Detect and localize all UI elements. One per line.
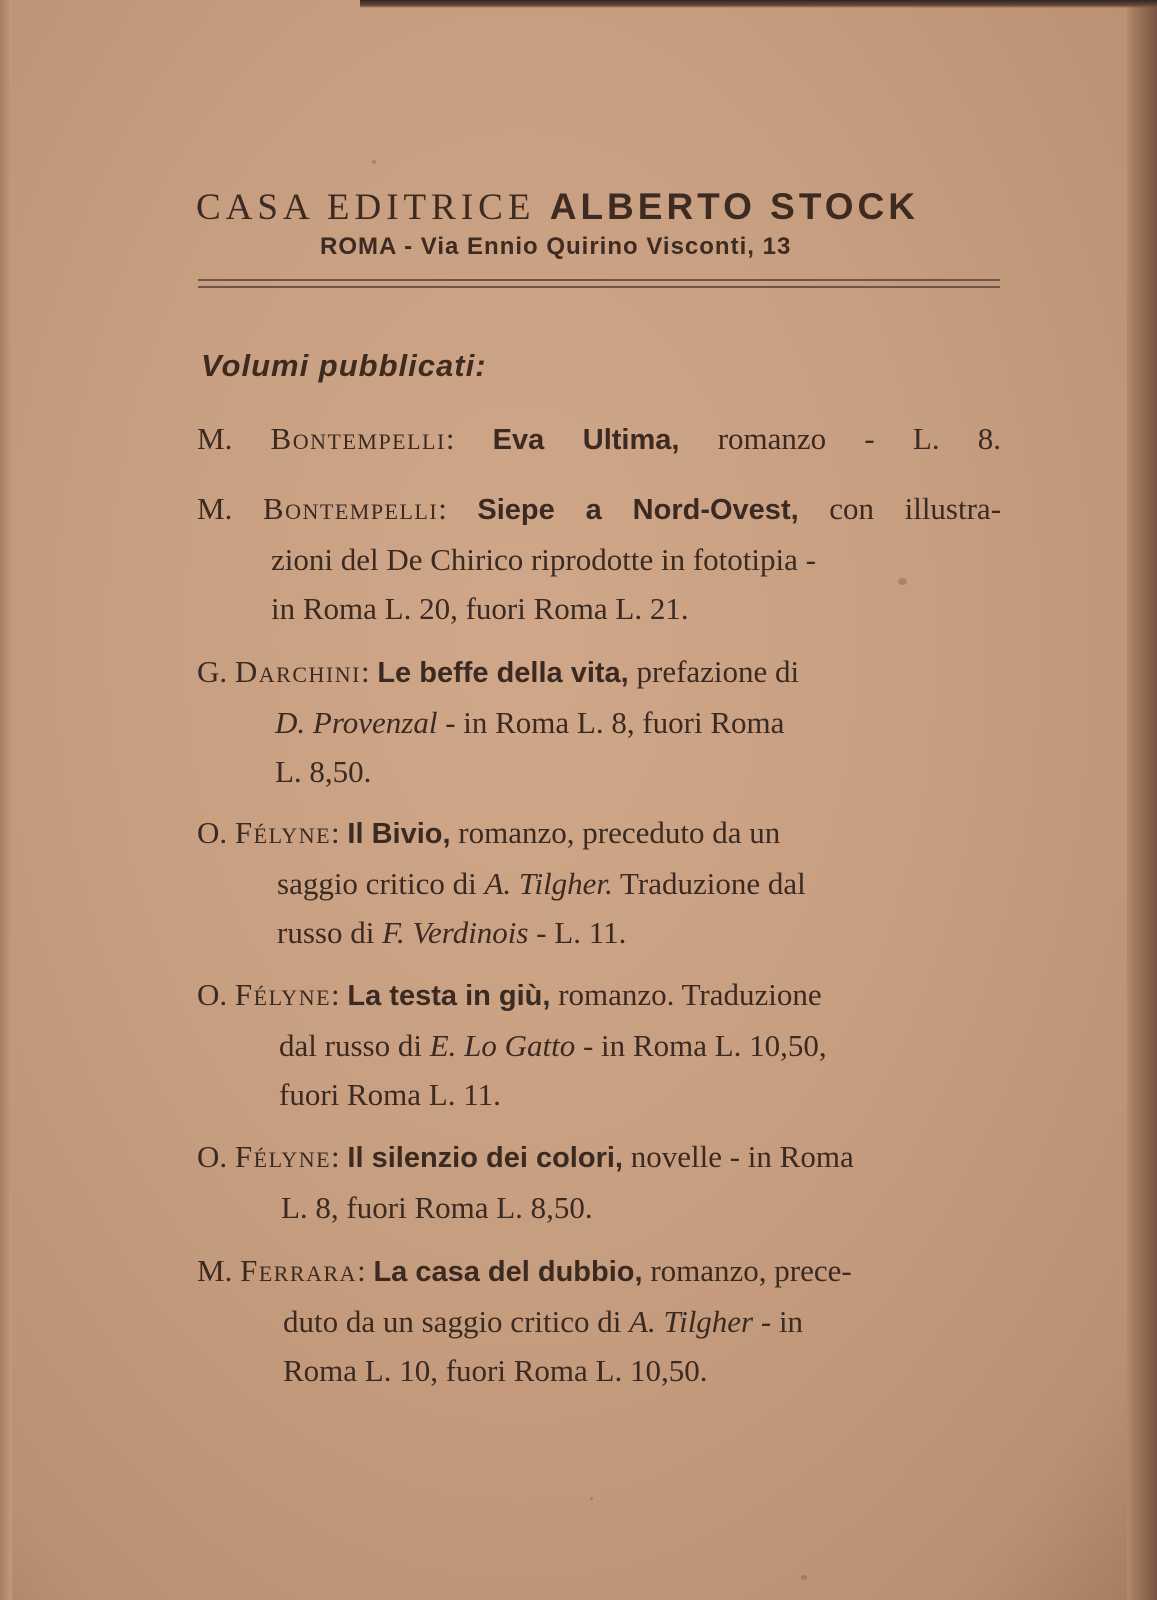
cited-name: E. Lo Gatto bbox=[429, 1028, 576, 1063]
author-initial: M. bbox=[197, 421, 233, 456]
author-name: Félyne bbox=[234, 977, 332, 1012]
book-details: novelle - in Roma bbox=[630, 1139, 854, 1174]
cited-name: D. Provenzal bbox=[275, 705, 438, 740]
book-details: prefazione di bbox=[636, 654, 800, 689]
publisher-address: ROMA - Via Ennio Quirino Visconti, 13 bbox=[320, 233, 792, 260]
book-entry: O. Félyne: La testa in giù, romanzo. Traduzione dal russo di E. Lo Gatto - in Roma L. 10,50, fuori Roma L. 11. bbox=[197, 970, 1001, 1119]
book-title: Eva Ultima, bbox=[492, 424, 680, 456]
book-details: saggio critico di bbox=[277, 866, 477, 901]
author-initial: M. bbox=[197, 1253, 233, 1288]
author-initial: G. bbox=[197, 654, 228, 689]
book-entry: M. Ferrara: La casa del dubbio, romanzo, prece- duto da un saggio critico di A. Tilgher - in Roma L. 10, fuori Roma L. 10,50. bbox=[197, 1246, 1001, 1395]
author-initial: O. bbox=[197, 1139, 228, 1174]
paper-speck bbox=[372, 160, 376, 164]
book-details: fuori Roma L. 11. bbox=[279, 1077, 501, 1112]
book-title: La casa del dubbio, bbox=[373, 1256, 643, 1288]
publisher-name: ALBERTO STOCK bbox=[549, 186, 919, 227]
header-rule-bottom bbox=[198, 286, 1000, 288]
author-name: Darchini bbox=[234, 654, 361, 689]
book-entry: O. Félyne: Il Bivio, romanzo, preceduto da un saggio critico di A. Tilgher. Traduzione dal russo di F. Verdinois - L. 11. bbox=[197, 815, 806, 950]
book-details: Traduzione dal bbox=[620, 866, 806, 901]
header-rule-top bbox=[198, 279, 1000, 281]
book-entry: O. Félyne: Il silenzio dei colori, novelle - in Roma L. 8, fuori Roma L. 8,50. bbox=[197, 1132, 1001, 1232]
cited-name: F. Verdinois bbox=[382, 915, 529, 950]
author-initial: O. bbox=[197, 977, 228, 1012]
book-details: zioni del De Chirico riprodotte in fototipia - bbox=[271, 542, 816, 577]
book-details: Roma L. 10, fuori Roma L. 10,50. bbox=[283, 1353, 708, 1388]
author-name: Félyne bbox=[234, 1139, 332, 1174]
cited-name: A. Tilgher. bbox=[484, 866, 613, 901]
book-title: Siepe a Nord-Ovest, bbox=[477, 494, 799, 526]
book-details: - in bbox=[760, 1304, 804, 1339]
page-top-edge bbox=[360, 0, 1157, 8]
book-details: romanzo. Traduzione bbox=[558, 977, 822, 1012]
book-title: Le beffe della vita, bbox=[377, 657, 629, 689]
book-details: - in Roma L. 8, fuori Roma bbox=[445, 705, 785, 740]
page-left-edge bbox=[0, 0, 12, 1600]
author-initial: O. bbox=[197, 815, 228, 850]
author-initial: M. bbox=[197, 491, 233, 526]
book-details: L. 8, fuori Roma L. 8,50. bbox=[281, 1190, 593, 1225]
author-name: Bontempelli bbox=[262, 491, 439, 526]
paper-speck bbox=[590, 1497, 593, 1500]
author-name: Félyne bbox=[234, 815, 332, 850]
book-title: Il Bivio, bbox=[347, 818, 451, 850]
book-details: con illustra- bbox=[829, 491, 1002, 526]
book-details: dal russo di bbox=[279, 1028, 422, 1063]
publisher-heading bbox=[196, 186, 996, 229]
book-title: Il silenzio dei colori, bbox=[347, 1142, 623, 1174]
book-details: L. 8,50. bbox=[275, 754, 372, 789]
author-name: Ferrara bbox=[240, 1253, 358, 1288]
book-details: in Roma L. 20, fuori Roma L. 21. bbox=[271, 591, 689, 626]
book-details: romanzo - L. 8. bbox=[717, 421, 1002, 456]
book-title: La testa in giù, bbox=[347, 980, 551, 1012]
book-details: duto da un saggio critico di bbox=[283, 1304, 622, 1339]
page-right-edge bbox=[1127, 0, 1157, 1600]
book-details: romanzo, preceduto da un bbox=[458, 815, 781, 850]
book-details: - L. 11. bbox=[536, 915, 627, 950]
book-entry: M. Bontempelli: Eva Ultima, romanzo - L. 8. bbox=[197, 421, 1002, 456]
book-details: russo di bbox=[277, 915, 375, 950]
paper-speck bbox=[801, 1575, 807, 1580]
publisher-prefix: CASA EDITRICE bbox=[196, 187, 536, 228]
section-title: Volumi pubblicati: bbox=[201, 348, 487, 383]
book-details: romanzo, prece- bbox=[650, 1253, 852, 1288]
book-entry: G. Darchini: Le beffe della vita, prefazione di D. Provenzal - in Roma L. 8, fuori Roma L. 8,50. bbox=[197, 647, 1001, 796]
cited-name: A. Tilgher bbox=[629, 1304, 754, 1339]
book-details: - in Roma L. 10,50, bbox=[582, 1028, 827, 1063]
book-entry: M. Bontempelli: Siepe a Nord-Ovest, con illustra- zioni del De Chirico riprodotte in fototipia - in Roma L. 20, fuori Roma L. 21. bbox=[197, 484, 1001, 633]
author-name: Bontempelli bbox=[270, 421, 446, 456]
